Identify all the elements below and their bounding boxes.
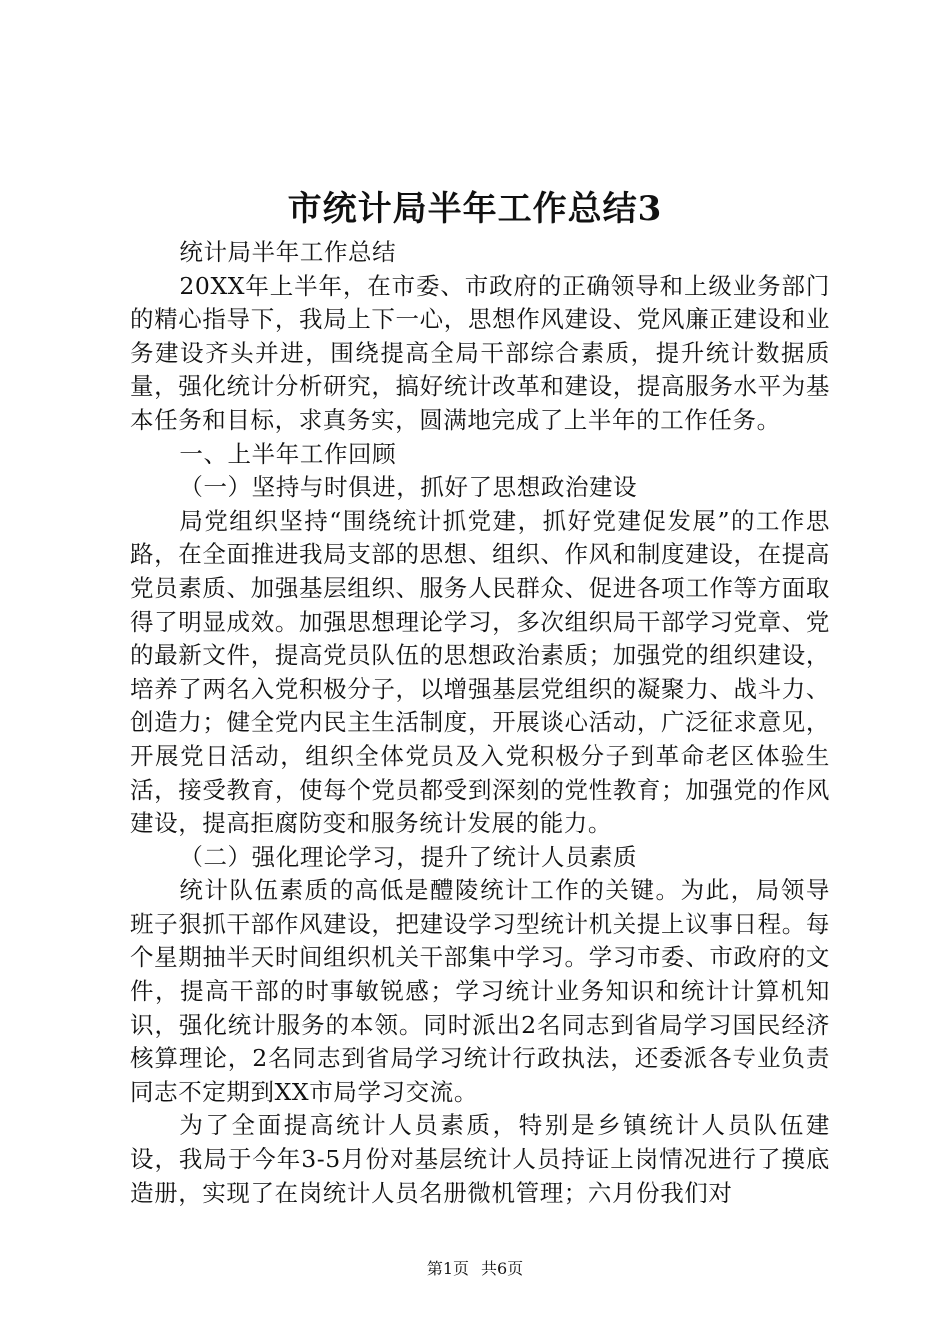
page-footer xyxy=(0,1258,950,1280)
subsection-heading-training: （二）强化理论学习，提升了统计人员素质 xyxy=(179,842,638,871)
subsection-heading-political: （一）坚持与时俱进，抓好了思想政治建设 xyxy=(179,473,638,502)
section-heading-review: 一、上半年工作回顾 xyxy=(179,439,397,468)
paragraph-intro: 20XX年上半年，在市委、市政府的正确领导和上级业务部门的精心指导下，我局上下一心，思想作风建设、党风廉正建设和业务建设齐头并进，围绕提高全局干部综合素质，提升统计数据质量，强化统计分析研究，搞好统计改革和建设，提高服务水平为基本任务和目标，求真务实，圆满地完成了上半年的工作任务。 xyxy=(130,271,830,434)
page-total: 共6页 xyxy=(481,1259,524,1278)
document-body xyxy=(130,236,830,1210)
document-title: 市统计局半年工作总结3 xyxy=(287,189,663,229)
paragraph-staff-quality: 为了全面提高统计人员素质，特别是乡镇统计人员队伍建设，我局于今年3-5月份对基层统计人员持证上岗情况进行了摸底造册，实现了在岗统计人员名册微机管理；六月份我们对 xyxy=(130,1111,830,1207)
page-number: 第1页 xyxy=(426,1259,469,1278)
paragraph-training: 统计队伍素质的高低是醴陵统计工作的关键。为此，局领导班子狠抓干部作风建设，把建设学习型统计机关提上议事日程。每个星期抽半天时间组织机关干部集中学习。学习市委、市政府的文件，提高干部的时事敏锐感；学习统计业务知识和统计计算机知识，强化统计服务的本领。同时派出2名同志到省局学习国民经济核算理论，2名同志到省局学习统计行政执法，还委派各专业负责同志不定期到XX市局学习交流。 xyxy=(130,876,830,1106)
paragraph-subtitle: 统计局半年工作总结 xyxy=(179,238,397,266)
paragraph-party-building: 局党组织坚持“围绕统计抓党建，抓好党建促发展”的工作思路，在全面推进我局支部的思想、组织、作风和制度建设，在提高党员素质、加强基层组织、服务人民群众、促进各项工作等方面取得了明显成效。加强思想理论学习，多次组织局干部学习党章、党的最新文件，提高党员队伍的思想政治素质；加强党的组织建设，培养了两名入党积极分子，以增强基层党组织的凝聚力、战斗力、创造力；健全党内民主生活制度，开展谈心活动，广泛征求意见，开展党日活动，组织全体党员及入党积极分子到革命老区体验生活，接受教育，使每个党员都受到深刻的党性教育；加强党的作风建设，提高拒腐防变和服务统计发展的能力。 xyxy=(130,506,830,838)
